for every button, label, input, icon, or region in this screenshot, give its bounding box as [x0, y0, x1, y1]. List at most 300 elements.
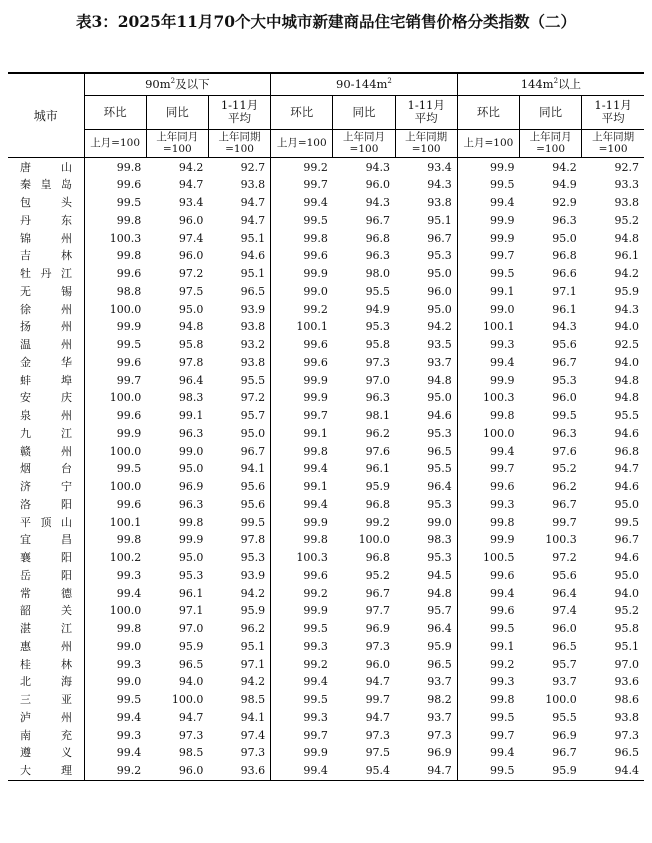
index-value: 95.1 [208, 230, 270, 248]
index-value: 99.5 [116, 462, 142, 476]
index-value: 96.4 [552, 586, 577, 600]
index-value: 99.7 [116, 373, 142, 387]
sub-header: 1-11月 平均 [208, 95, 270, 129]
index-value: 95.6 [208, 496, 270, 514]
index-value: 95.3 [208, 549, 270, 567]
index-value: 99.5 [490, 267, 515, 280]
index-value: 95.3 [395, 247, 457, 265]
table-row [8, 620, 644, 638]
index-value: 93.6 [614, 675, 639, 689]
index-value: 99.8 [178, 515, 204, 529]
index-value: 97.4 [208, 727, 270, 745]
index-value: 97.5 [178, 284, 204, 298]
index-value: 99.6 [490, 480, 515, 493]
index-value: 99.8 [490, 409, 515, 422]
index-value: 94.3 [365, 160, 391, 174]
index-value: 96.5 [395, 656, 457, 674]
index-value: 96.8 [365, 551, 391, 564]
table-row [8, 194, 644, 212]
city-name: 泉 州 [8, 407, 84, 425]
index-value: 98.0 [365, 267, 391, 280]
index-value: 96.9 [365, 622, 391, 635]
index-value: 95.3 [395, 549, 457, 567]
index-value: 93.6 [208, 762, 270, 780]
index-value: 99.7 [490, 249, 515, 263]
index-value: 99.8 [490, 693, 515, 706]
index-value: 93.7 [395, 673, 457, 691]
index-value: 96.3 [178, 426, 204, 440]
index-value: 97.3 [208, 744, 270, 762]
table-row [8, 478, 644, 496]
index-value: 99.2 [84, 762, 146, 780]
sub-header: 1-11月 平均 [395, 95, 457, 129]
index-value: 100.0 [109, 480, 142, 493]
index-value: 99.0 [178, 444, 204, 458]
index-value: 100.3 [483, 391, 515, 405]
base-header: 上月=100 [271, 129, 333, 157]
index-value: 99.2 [490, 657, 515, 671]
index-value: 98.5 [208, 691, 270, 709]
index-value: 99.9 [303, 267, 328, 280]
index-value: 95.3 [552, 373, 577, 387]
index-value: 99.0 [303, 284, 328, 298]
index-value: 97.1 [552, 284, 577, 298]
index-value: 96.4 [178, 373, 204, 387]
index-value: 93.9 [208, 301, 270, 319]
table-row [8, 301, 644, 319]
table-row [8, 389, 644, 407]
base-header: 上月=100 [457, 129, 519, 157]
index-value: 99.3 [490, 675, 515, 689]
city-name: 九 江 [8, 425, 84, 443]
index-value: 100.0 [109, 444, 142, 458]
index-value: 99.8 [116, 533, 142, 547]
table-row [8, 443, 644, 461]
city-name: 桂 林 [8, 656, 84, 674]
index-value: 99.4 [303, 497, 328, 511]
index-value: 96.4 [395, 620, 457, 638]
index-value: 99.4 [490, 355, 515, 369]
base-header: 上年同期 =100 [208, 129, 270, 157]
city-name: 金 华 [8, 354, 84, 372]
city-name: 唐 山 [8, 157, 84, 176]
index-value: 99.4 [271, 762, 333, 780]
city-name: 徐 州 [8, 301, 84, 319]
index-value: 94.8 [614, 391, 639, 405]
index-value: 99.2 [303, 160, 328, 174]
index-value: 95.7 [395, 602, 457, 620]
table-row [8, 656, 644, 674]
index-value: 99.9 [303, 391, 328, 405]
index-value: 99.4 [490, 586, 515, 600]
index-value: 94.8 [395, 372, 457, 390]
city-header: 城市 [8, 73, 84, 157]
index-value: 97.2 [552, 551, 577, 564]
index-value: 100.3 [545, 533, 577, 547]
index-value: 99.8 [116, 622, 142, 635]
table-row [8, 602, 644, 620]
index-value: 97.1 [208, 656, 270, 674]
index-value: 97.8 [208, 531, 270, 549]
city-name: 牡 丹 江 [8, 265, 84, 283]
index-value: 99.9 [490, 373, 515, 387]
index-value: 98.8 [116, 284, 142, 298]
index-value: 96.9 [395, 744, 457, 762]
index-value: 97.7 [365, 604, 391, 618]
index-value: 98.5 [178, 746, 204, 760]
index-value: 97.3 [365, 728, 391, 742]
index-value: 93.8 [614, 196, 639, 209]
index-value: 93.7 [395, 354, 457, 372]
index-value: 96.6 [552, 267, 577, 280]
index-value: 99.5 [303, 213, 328, 227]
index-value: 99.8 [303, 231, 328, 245]
index-value: 96.3 [552, 426, 577, 440]
index-value: 95.1 [614, 639, 639, 653]
city-name: 吉 林 [8, 247, 84, 265]
table-row [8, 549, 644, 567]
index-value: 100.0 [171, 693, 204, 706]
index-value: 97.6 [365, 444, 391, 458]
index-value: 99.0 [116, 675, 142, 689]
index-value: 94.4 [582, 762, 644, 780]
index-value: 97.0 [614, 657, 639, 671]
index-value: 99.5 [303, 622, 328, 635]
index-value: 99.4 [116, 586, 142, 600]
base-header: 上月=100 [84, 129, 146, 157]
index-value: 96.7 [552, 746, 577, 760]
index-value: 99.5 [116, 196, 142, 209]
table-title: 表3：2025年11月70个大中城市新建商品住宅销售价格分类指数（二） [75, 12, 577, 31]
index-value: 94.7 [365, 710, 391, 724]
index-value: 95.6 [208, 478, 270, 496]
index-value: 95.0 [208, 425, 270, 443]
index-value: 97.2 [208, 389, 270, 407]
table-row [8, 567, 644, 585]
index-value: 95.5 [208, 372, 270, 390]
index-value: 99.5 [457, 762, 519, 780]
index-value: 97.8 [178, 355, 204, 369]
index-value: 93.3 [614, 178, 639, 192]
index-value: 94.7 [178, 710, 204, 724]
index-value: 94.3 [365, 196, 391, 209]
table-row [8, 336, 644, 354]
index-value: 99.4 [116, 710, 142, 724]
index-value: 100.5 [483, 551, 515, 564]
index-value: 94.7 [614, 462, 639, 476]
index-value: 99.9 [303, 515, 328, 529]
index-value: 100.0 [545, 693, 577, 706]
index-value: 94.6 [614, 480, 639, 493]
city-name: 扬 州 [8, 318, 84, 336]
sub-header: 环比 [457, 95, 519, 129]
index-value: 99.5 [116, 693, 142, 706]
index-value: 94.3 [395, 176, 457, 194]
index-value: 93.9 [208, 567, 270, 585]
index-value: 97.3 [395, 727, 457, 745]
index-value: 94.2 [178, 160, 204, 174]
index-value: 99.2 [303, 586, 328, 600]
table-row [8, 638, 644, 656]
index-value: 96.0 [365, 657, 391, 671]
index-value: 95.4 [333, 762, 395, 780]
table-row [8, 157, 644, 176]
index-value: 99.6 [303, 355, 328, 369]
index-value: 96.5 [208, 283, 270, 301]
city-name: 洛 阳 [8, 496, 84, 514]
index-value: 99.0 [116, 639, 142, 653]
index-value: 99.1 [490, 284, 515, 298]
index-value: 93.4 [395, 157, 457, 176]
index-value: 95.1 [208, 638, 270, 656]
index-value: 99.2 [303, 657, 328, 671]
table-row [8, 283, 644, 301]
index-value: 96.0 [552, 391, 577, 405]
index-value: 96.3 [552, 213, 577, 227]
city-name: 烟 台 [8, 460, 84, 478]
city-name: 北 海 [8, 673, 84, 691]
index-value: 95.0 [395, 389, 457, 407]
index-value: 99.1 [178, 409, 204, 422]
index-value: 94.8 [614, 231, 639, 245]
index-value: 100.0 [109, 604, 142, 618]
index-value: 99.9 [303, 604, 328, 618]
index-value: 94.2 [614, 267, 639, 280]
index-value: 95.3 [395, 425, 457, 443]
index-value: 96.8 [552, 249, 577, 263]
index-value: 95.8 [614, 622, 639, 635]
index-value: 93.5 [395, 336, 457, 354]
city-name: 遵 义 [8, 744, 84, 762]
base-header: 上年同月 =100 [333, 129, 395, 157]
index-value: 97.3 [178, 728, 204, 742]
index-value: 94.7 [395, 762, 457, 780]
index-value: 99.8 [116, 160, 142, 174]
index-value: 96.1 [365, 462, 391, 476]
index-value: 95.0 [614, 497, 639, 511]
index-value: 99.9 [303, 746, 328, 760]
index-value: 96.2 [552, 480, 577, 493]
index-value: 96.0 [146, 762, 208, 780]
index-value: 96.7 [552, 497, 577, 511]
index-value: 92.7 [614, 160, 639, 174]
index-value: 94.7 [178, 178, 204, 192]
index-value: 93.2 [208, 336, 270, 354]
city-name: 南 充 [8, 727, 84, 745]
index-value: 98.2 [395, 691, 457, 709]
index-value: 99.5 [490, 622, 515, 635]
index-value: 94.8 [395, 585, 457, 603]
city-name: 湛 江 [8, 620, 84, 638]
index-value: 99.3 [116, 657, 142, 671]
index-value: 93.7 [552, 675, 577, 689]
index-value: 99.6 [303, 249, 328, 263]
index-value: 96.7 [365, 586, 391, 600]
index-value: 94.2 [552, 160, 577, 174]
city-name: 韶 关 [8, 602, 84, 620]
index-value: 97.0 [178, 622, 204, 635]
city-name: 泸 州 [8, 709, 84, 727]
index-value: 95.2 [614, 213, 639, 227]
index-value: 100.3 [109, 231, 142, 245]
index-value: 95.1 [208, 265, 270, 283]
index-value: 96.3 [178, 497, 204, 511]
index-value: 99.1 [490, 639, 515, 653]
index-value: 94.1 [208, 709, 270, 727]
index-value: 99.4 [490, 746, 515, 760]
index-value: 95.1 [395, 212, 457, 230]
index-value: 97.6 [552, 444, 577, 458]
group-header-large: $144m^2$以上 [457, 73, 644, 95]
city-name: 惠 州 [8, 638, 84, 656]
index-value: 100.0 [109, 391, 142, 405]
index-value: 94.7 [208, 212, 270, 230]
index-value: 99.6 [116, 497, 142, 511]
index-value: 95.0 [395, 265, 457, 283]
index-value: 96.1 [178, 586, 204, 600]
table-row [8, 691, 644, 709]
index-value: 99.3 [490, 497, 515, 511]
index-value: 99.5 [303, 693, 328, 706]
table-row [8, 354, 644, 372]
index-value: 93.8 [614, 710, 639, 724]
index-value: 99.6 [116, 409, 142, 422]
table-row [8, 230, 644, 248]
index-value: 98.3 [178, 391, 204, 405]
index-value: 98.6 [614, 693, 639, 706]
base-header: 上年同月 =100 [146, 129, 208, 157]
index-value: 99.6 [490, 568, 515, 582]
index-value: 96.7 [614, 533, 639, 547]
city-name: 温 州 [8, 336, 84, 354]
index-value: 95.9 [520, 762, 582, 780]
table-row [8, 709, 644, 727]
city-name: 锦 州 [8, 230, 84, 248]
index-value: 99.9 [178, 533, 204, 547]
index-value: 99.3 [303, 710, 328, 724]
index-value: 99.2 [365, 515, 391, 529]
table-row [8, 265, 644, 283]
index-value: 99.8 [116, 249, 142, 263]
index-value: 97.3 [614, 728, 639, 742]
index-value: 95.3 [365, 320, 391, 334]
index-value: 99.6 [116, 178, 142, 192]
index-value: 99.5 [614, 515, 639, 529]
index-value: 95.9 [614, 284, 639, 298]
index-value: 95.5 [365, 284, 391, 298]
table-row [8, 673, 644, 691]
index-value: 99.7 [552, 515, 577, 529]
index-value: 97.3 [365, 639, 391, 653]
table-row [8, 727, 644, 745]
index-value: 95.0 [552, 231, 577, 245]
index-value: 94.3 [614, 302, 639, 316]
index-value: 93.8 [208, 354, 270, 372]
index-value: 94.5 [395, 567, 457, 585]
index-value: 95.5 [552, 710, 577, 724]
index-value: 96.0 [365, 178, 391, 192]
index-value: 97.0 [365, 373, 391, 387]
index-value: 94.3 [552, 320, 577, 334]
index-value: 93.7 [395, 709, 457, 727]
index-value: 99.8 [490, 515, 515, 529]
index-value: 93.4 [178, 196, 204, 209]
index-value: 97.2 [178, 267, 204, 280]
table-row [8, 247, 644, 265]
index-value: 94.1 [208, 460, 270, 478]
index-value: 99.3 [116, 728, 142, 742]
index-value: 100.1 [296, 320, 328, 334]
index-value: 94.9 [365, 302, 391, 316]
index-value: 100.3 [296, 551, 328, 564]
base-header: 上年同期 =100 [395, 129, 457, 157]
index-value: 92.5 [614, 338, 639, 351]
index-value: 95.5 [614, 409, 639, 422]
base-header: 上年同期 =100 [582, 129, 644, 157]
table-row [8, 531, 644, 549]
group-header-small: $90m^2$及以下 [84, 73, 271, 95]
city-name: 岳 阳 [8, 567, 84, 585]
index-value: 96.4 [395, 478, 457, 496]
city-name: 三 亚 [8, 691, 84, 709]
index-value: 99.7 [303, 728, 328, 742]
index-value: 95.0 [178, 302, 204, 316]
index-value: 99.9 [490, 213, 515, 227]
index-value: 99.4 [303, 675, 328, 689]
index-value: 94.2 [395, 318, 457, 336]
sub-header: 同比 [333, 95, 395, 129]
index-value: 96.5 [178, 657, 204, 671]
index-value: 96.2 [365, 426, 391, 440]
index-value: 96.2 [208, 620, 270, 638]
index-value: 95.2 [365, 568, 391, 582]
index-value: 97.3 [365, 355, 391, 369]
index-value: 99.7 [490, 728, 515, 742]
index-value: 95.6 [552, 568, 577, 582]
index-value: 95.3 [395, 496, 457, 514]
index-value: 92.9 [552, 196, 577, 209]
table-row [8, 318, 644, 336]
index-value: 96.8 [365, 497, 391, 511]
index-value: 94.7 [208, 194, 270, 212]
index-value: 100.0 [483, 426, 515, 440]
index-value: 95.0 [395, 301, 457, 319]
city-name: 蚌 埠 [8, 372, 84, 390]
index-value: 95.3 [178, 568, 204, 582]
index-value: 92.7 [208, 157, 270, 176]
index-value: 94.2 [208, 585, 270, 603]
index-value: 95.0 [178, 551, 204, 564]
index-value: 99.6 [116, 267, 142, 280]
index-value: 95.9 [395, 638, 457, 656]
index-value: 99.8 [116, 213, 142, 227]
index-value: 99.8 [303, 444, 328, 458]
index-value: 99.2 [303, 302, 328, 316]
sub-header: 环比 [271, 95, 333, 129]
group-header-medium: $90-144m^2$ [271, 73, 458, 95]
index-value: 96.0 [552, 622, 577, 635]
index-value: 93.8 [208, 176, 270, 194]
index-value: 96.9 [178, 480, 204, 493]
table-row [8, 372, 644, 390]
index-value: 95.0 [178, 462, 204, 476]
index-value: 94.6 [614, 551, 639, 564]
table-row [8, 496, 644, 514]
index-value: 94.6 [614, 426, 639, 440]
table-row [8, 762, 644, 780]
index-value: 99.7 [303, 178, 328, 192]
index-value: 99.6 [303, 338, 328, 351]
